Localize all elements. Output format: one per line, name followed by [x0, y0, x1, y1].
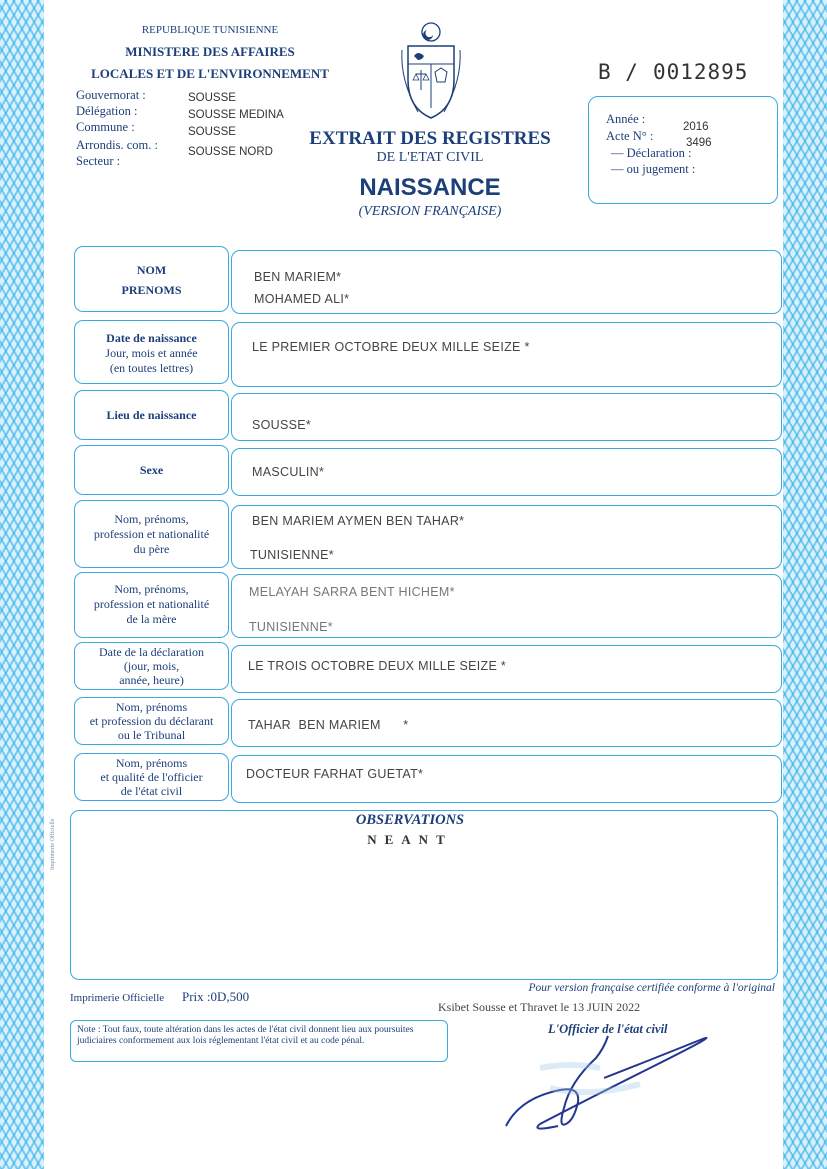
secteur-label: Secteur :	[76, 154, 121, 168]
mere-nationality-value: TUNISIENNE*	[249, 620, 333, 634]
declarant-label	[76, 698, 227, 744]
declarant-label-line-3: ou le Tribunal	[117, 728, 186, 742]
date-label-line-1: Date de naissance	[106, 330, 197, 345]
gouvernorat-label: Gouvernorat :	[76, 88, 146, 102]
arrondissement-label: Arrondis. com. :	[76, 138, 158, 152]
delegation-value: SOUSSE MEDINA	[188, 109, 284, 121]
guilloche-border-right	[783, 0, 827, 1169]
acte-value: 3496	[686, 137, 712, 149]
serial-prefix: B /	[598, 60, 639, 84]
lieu-value: SOUSSE*	[252, 418, 312, 432]
jugement-label: — ou jugement :	[611, 162, 696, 176]
ministry-line-1: MINISTERE DES AFFAIRES	[125, 44, 295, 59]
legal-note: Note : Tout faux, toute altération dans les actes de l'état civil donnent lieu aux poursuites judiciaires conformement aux lois réglementant l'état civil et au code pénal.	[70, 1020, 448, 1062]
document-title: EXTRAIT DES REGISTRES	[309, 128, 551, 149]
declaration-label: — Déclaration :	[611, 146, 692, 160]
officier-label	[76, 754, 227, 800]
serial-number	[598, 60, 748, 84]
gouvernorat-value: SOUSSE	[188, 92, 236, 104]
pere-label-line-3: du père	[133, 541, 170, 556]
commune-value: SOUSSE	[188, 126, 236, 138]
side-printer-mark: Imprimerie Officielle	[50, 818, 56, 870]
certification-text: Pour version française certifiée conforme à l'original	[528, 982, 775, 994]
decl-label-line-1: Date de la déclaration	[99, 645, 204, 659]
mere-label-line-1: Nom, prénoms,	[114, 581, 189, 596]
decl-label-line-3: année, heure)	[119, 673, 184, 687]
price-label: Prix :0D,500	[182, 989, 250, 1004]
commune-label: Commune :	[76, 120, 135, 134]
pere-nationality-value: TUNISIENNE*	[250, 548, 334, 562]
observations-title: OBSERVATIONS	[355, 812, 465, 828]
officier-value: DOCTEUR FARHAT GUETAT*	[246, 767, 424, 781]
officier-label-line-2: et qualité de l'officier	[100, 770, 203, 784]
declarant-value: TAHAR BEN MARIEM *	[248, 718, 409, 732]
lieu-value-box	[231, 393, 782, 441]
document-version: (VERSION FRANÇAISE)	[358, 204, 502, 219]
declarant-label-line-2: et profession du déclarant	[89, 714, 214, 728]
document-type: NAISSANCE	[359, 174, 501, 201]
mere-label-line-2: profession et nationalité	[93, 596, 210, 611]
document-subtitle: DE L'ETAT CIVIL	[376, 150, 484, 165]
sexe-value: MASCULIN*	[252, 465, 325, 479]
guilloche-border-left	[0, 0, 44, 1169]
officier-label-line-3: de l'état civil	[120, 784, 183, 798]
pere-label	[76, 506, 227, 562]
nom-value: BEN MARIEM*	[254, 270, 342, 284]
declaration-date-value: LE TROIS OCTOBRE DEUX MILLE SEIZE *	[248, 659, 507, 673]
coat-of-arms-icon	[398, 20, 464, 124]
date-naissance-label	[76, 326, 227, 380]
pere-name-value: BEN MARIEM AYMEN BEN TAHAR*	[252, 514, 465, 528]
pere-label-line-1: Nom, prénoms,	[114, 511, 189, 526]
arrondissement-value: SOUSSE NORD	[188, 146, 273, 158]
acte-label: Acte N° :	[606, 129, 654, 143]
nom-prenoms-label	[76, 258, 227, 302]
delegation-label: Délégation :	[76, 104, 138, 118]
serial-value: 0012895	[652, 60, 749, 84]
republic-label: REPUBLIQUE TUNISIENNE	[141, 24, 279, 36]
declaration-date-label	[76, 643, 227, 689]
declarant-label-line-1: Nom, prénoms	[115, 700, 188, 714]
prenoms-label: PRENOMS	[121, 282, 182, 297]
date-label-line-2: Jour, mois et année	[105, 345, 198, 360]
annee-value: 2016	[683, 121, 709, 133]
annee-label: Année :	[606, 112, 646, 126]
ministry-line-2: LOCALES ET DE L'ENVIRONNEMENT	[91, 66, 329, 81]
officier-label-line-1: Nom, prénoms	[115, 756, 188, 770]
sexe-label: Sexe	[139, 462, 164, 477]
printer-label: Imprimerie Officielle	[70, 992, 165, 1004]
prenoms-value: MOHAMED ALI*	[254, 292, 350, 306]
mere-label-line-3: de la mère	[126, 611, 177, 626]
date-naissance-value: LE PREMIER OCTOBRE DEUX MILLE SEIZE *	[252, 340, 530, 354]
pere-label-line-2: profession et nationalité	[93, 526, 210, 541]
place-date: Ksibet Sousse et Thravet le 13 JUIN 2022	[438, 1000, 641, 1014]
nom-label: NOM	[136, 262, 167, 277]
officer-title: L'Officier de l'état civil	[548, 1022, 668, 1036]
decl-label-line-2: (jour, mois,	[123, 659, 180, 673]
date-value-box	[231, 322, 782, 387]
officer-signature	[500, 1028, 730, 1138]
date-label-line-3: (en toutes lettres)	[109, 360, 194, 375]
mere-label	[76, 576, 227, 632]
mere-name-value: MELAYAH SARRA BENT HICHEM*	[249, 585, 455, 599]
lieu-label: Lieu de naissance	[106, 407, 197, 422]
observations-value: NEANT	[367, 832, 453, 847]
